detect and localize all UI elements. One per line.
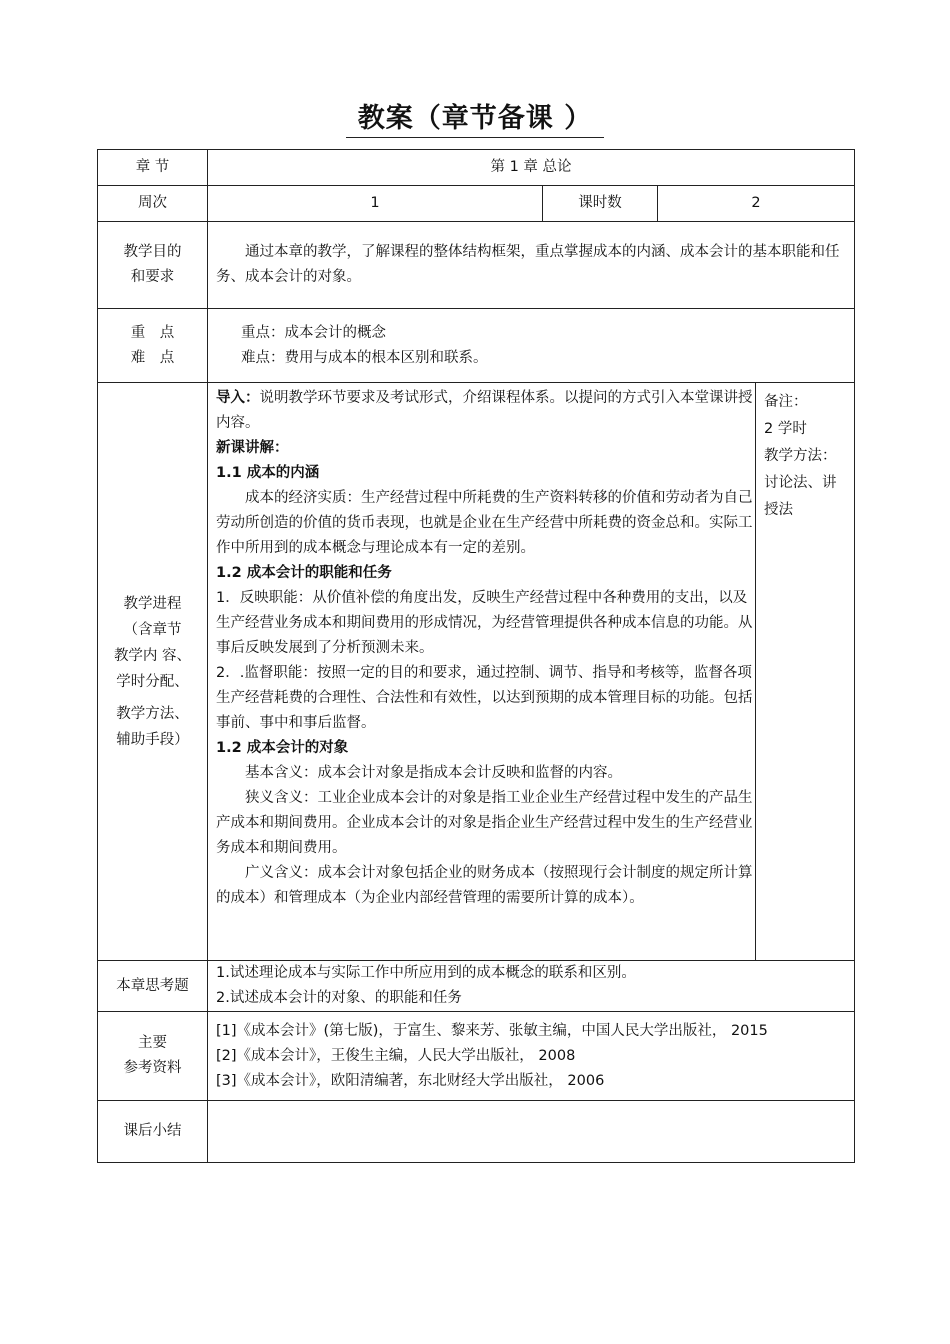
process-content (208, 383, 756, 961)
difficult-point-text: 难点：费用与成本的根本区别和联系。 (241, 349, 488, 366)
objectives-label (98, 222, 208, 309)
key-point-text: 重点：成本会计的概念 (241, 324, 386, 341)
section-1-text: 成本的经济实质：生产经营过程中所耗费的生产资料转移的价值和劳动者为自己劳动所创造的价值的货币表现，也就是企业在生产经营中所耗费的资金总和。实际工作中所用到的成本概念与理论成本有一定的差别。 (216, 490, 753, 556)
week-row (98, 186, 855, 222)
section-3-basic: 基本含义：成本会计对象是指成本会计反映和监督的内容。 (245, 765, 622, 781)
page-title: 教案（章节备课 ） (357, 103, 593, 134)
reference-3: [3]《成本会计》，欧阳清编著，东北财经大学出版社， 2006 (216, 1072, 605, 1089)
notes-method-label: 教学方法： (764, 448, 837, 464)
week-label: 周次 (98, 186, 208, 222)
chapter-label: 章 节 (98, 150, 208, 186)
objectives-row (98, 222, 855, 309)
new-lesson-heading: 新课讲解： (216, 440, 289, 456)
key-label: 重 点 (130, 324, 175, 341)
title-underline (346, 137, 604, 138)
summary-value (208, 1101, 855, 1163)
process-label-line-4: 学时分配、 (116, 673, 189, 690)
section-3-title: 1.2 成本会计的对象 (216, 740, 349, 756)
question-1: 1.试述理论成本与实际工作中所应用到的成本概念的联系和区别。 (216, 965, 636, 981)
references-row (98, 1012, 855, 1101)
section-3-narrow: 狭义含义：工业企业成本会计的对象是指工业企业生产经营过程中发生的产品生产成本和期间费用。企业成本会计的对象是指企业生产经营过程中发生的生产经营业务成本和期间费用。 (216, 790, 753, 856)
section-2-item-1: 1．反映职能：从价值补偿的角度出发，反映生产经营过程中各种费用的支出，以及生产经营业务成本和期间费用的形成情况，为经营管理提供各种成本信息的功能。从事后反映发展到了分析预测未来。 (216, 590, 753, 656)
difficult-label: 难 点 (130, 349, 175, 366)
objectives-label-line-1: 教学目的 (123, 244, 182, 260)
intro-heading: 导入： (216, 390, 260, 406)
section-3-broad: 广义含义：成本会计对象包括企业的财务成本（按照现行会计制度的规定所计算的成本）和管理成本（为企业内部经营管理的需要所计算的成本）。 (216, 865, 753, 906)
question-2: 2.试述成本会计的对象、的职能和任务 (216, 990, 462, 1006)
chapter-value: 第 1 章 总论 (208, 150, 855, 186)
key-points-label (98, 309, 208, 383)
hours-value: 2 (658, 186, 855, 222)
week-value: 1 (208, 186, 543, 222)
section-2-title: 1.2 成本会计的职能和任务 (216, 565, 392, 581)
hours-label: 课时数 (543, 186, 658, 222)
notes-heading: 备注： (764, 394, 808, 410)
process-label-line-3: 教学内 容、 (113, 647, 192, 664)
summary-label: 课后小结 (98, 1101, 208, 1163)
process-label-line-2: （含章节 (123, 621, 182, 638)
process-label (98, 383, 208, 961)
objectives-label-line-2: 和要求 (130, 269, 175, 285)
process-row (98, 383, 855, 961)
references-cell (208, 1012, 855, 1101)
questions-label: 本章思考题 (98, 961, 208, 1012)
references-label-line-1: 主要 (138, 1035, 167, 1051)
intro-text: 说明教学环节要求及考试形式，介绍课程体系。以提问的方式引入本堂课讲授内容。 (216, 390, 753, 431)
objectives-text: 通过本章的教学，了解课程的整体结构框架，重点掌握成本的内涵、成本会计的基本职能和任务、成本会计的对象。 (216, 244, 840, 285)
process-label-line-1: 教学进程 (123, 595, 182, 612)
notes-cell (756, 383, 855, 961)
references-label-line-2: 参考资料 (123, 1060, 182, 1076)
section-1-title: 1.1 成本的内涵 (216, 465, 320, 481)
summary-row (98, 1101, 855, 1163)
key-points-cell (208, 309, 855, 383)
reference-2: [2]《成本会计》，王俊生主编，人民大学出版社， 2008 (216, 1047, 576, 1064)
key-points-row (98, 309, 855, 383)
questions-row (98, 961, 855, 1012)
section-2-item-2: 2．.监督职能：按照一定的目的和要求，通过控制、调节、指导和考核等，监督各项生产经营耗费的合理性、合法性和有效性，以达到预期的成本管理目标的功能。包括事前、事中和事后监督。 (216, 665, 753, 731)
questions-cell (208, 961, 855, 1012)
intro-paragraph (216, 386, 753, 436)
reference-1: [1]《成本会计》(第七版)，于富生、黎来芳、张敏主编，中国人民大学出版社， 2015 (216, 1022, 768, 1039)
chapter-row (98, 150, 855, 186)
process-label-line-6: 辅助手段） (116, 731, 189, 748)
references-label (98, 1012, 208, 1101)
lesson-plan-table (97, 149, 855, 1163)
objectives-text-cell (208, 222, 855, 309)
notes-hours: 2 学时 (764, 421, 807, 437)
notes-method-value: 讨论法、讲授法 (764, 475, 837, 518)
process-label-line-5: 教学方法、 (116, 705, 189, 722)
